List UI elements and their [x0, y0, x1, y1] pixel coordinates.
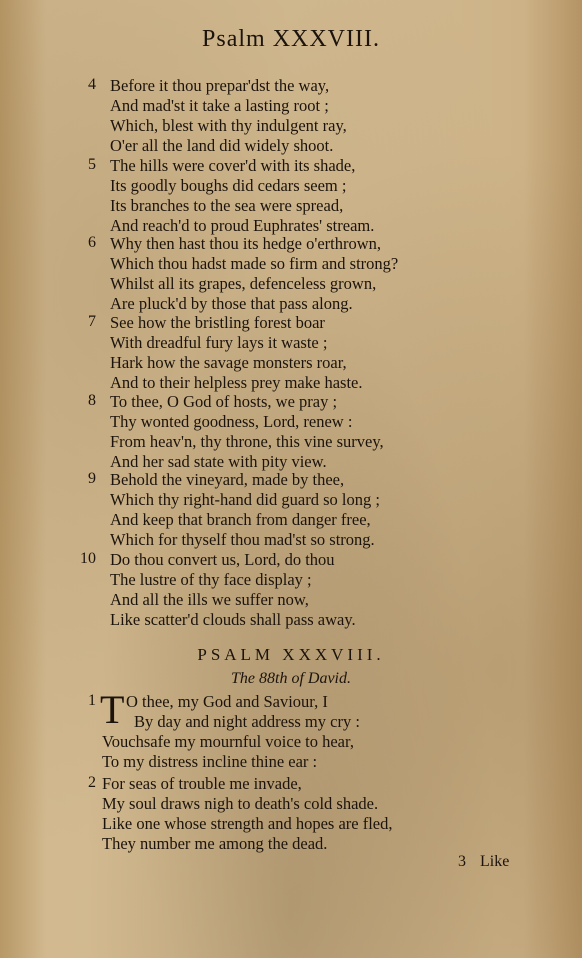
header-psalm-number: XXXVIII.: [272, 26, 380, 52]
verse-line: Are pluck'd by those that pass along.: [110, 294, 353, 313]
verse-line: Vouchsafe my mournful voice to hear,: [102, 732, 354, 751]
page-signature: 3: [458, 853, 466, 870]
stanza-number: 5: [88, 156, 96, 173]
verse-line: Do thou convert us, Lord, do thou: [110, 550, 335, 569]
verse-line: Which for thyself thou mad'st so strong.: [110, 530, 375, 549]
verse-line: From heav'n, thy throne, this vine survey,: [110, 432, 384, 451]
verse-line: Like one whose strength and hopes are fled,: [102, 814, 393, 833]
verse-line: And reach'd to proud Euphrates' stream.: [110, 216, 375, 235]
psalm-subtitle: The 88th of David.: [231, 670, 351, 687]
drop-cap: T: [100, 687, 125, 732]
stanza-number: 1: [88, 692, 96, 709]
verse-line: Its goodly boughs did cedars seem ;: [110, 176, 347, 195]
stanza-number: 9: [88, 470, 96, 487]
stanza-number: 8: [88, 392, 96, 409]
stanza-4: [88, 76, 498, 156]
verse-line: And mad'st it take a lasting root ;: [110, 96, 329, 115]
verse-line: Like scatter'd clouds shall pass away.: [110, 610, 356, 629]
stanza-7: [88, 313, 498, 393]
catchline: [458, 853, 509, 871]
verse-line: For seas of trouble me invade,: [102, 774, 302, 793]
verse-line: The hills were cover'd with its shade,: [110, 156, 356, 175]
verse-line: Before it thou prepar'dst the way,: [110, 76, 330, 95]
verse-line: The lustre of thy face display ;: [110, 570, 312, 589]
verse-line: With dreadful fury lays it waste ;: [110, 333, 328, 352]
verse-line: Which, blest with thy indulgent ray,: [110, 116, 347, 135]
verse-line: Hark how the savage monsters roar,: [110, 353, 347, 372]
stanza-6: [88, 234, 498, 314]
verse-line: O thee, my God and Saviour, I: [126, 692, 328, 711]
stanza-number: 2: [88, 774, 96, 791]
stanza-number: 6: [88, 234, 96, 251]
stanza-5: [88, 156, 498, 236]
verse-line: Thy wonted goodness, Lord, renew :: [110, 412, 353, 431]
verse-line: Whilst all its grapes, defenceless grown,: [110, 274, 377, 293]
verse-line: Which thy right-hand did guard so long ;: [110, 490, 380, 509]
header-psalm-word: Psalm: [202, 26, 266, 52]
verse-line: O'er all the land did widely shoot.: [110, 136, 334, 155]
verse-line: Why then hast thou its hedge o'erthrown,: [110, 234, 382, 253]
verse-line: Behold the vineyard, made by thee,: [110, 470, 345, 489]
stanza-2: [88, 774, 498, 854]
stanza-number: 10: [80, 550, 96, 567]
running-header: [0, 26, 582, 53]
stanza-10: [80, 550, 498, 630]
stanza-number: 7: [88, 313, 96, 330]
verse-line: And her sad state with pity view.: [110, 452, 327, 471]
verse-line: To my distress incline thine ear :: [102, 752, 318, 771]
catchword: Like: [480, 853, 510, 870]
verse-line: My soul draws nigh to death's cold shade.: [102, 794, 379, 813]
psalm-title: PSALM XXXVIII.: [197, 645, 385, 664]
stanza-number: 4: [88, 76, 96, 93]
verse-line: By day and night address my cry :: [134, 712, 360, 731]
verse-line: Its branches to the sea were spread,: [110, 196, 344, 215]
verse-line: And to their helpless prey make haste.: [110, 373, 363, 392]
stanza-9: [88, 470, 498, 550]
verse-line: And keep that branch from danger free,: [110, 510, 371, 529]
stanza-8: [88, 392, 498, 472]
stanza-1: [88, 687, 498, 772]
verse-line: To thee, O God of hosts, we pray ;: [110, 392, 338, 411]
verse-line: And all the ills we suffer now,: [110, 590, 309, 609]
verse-line: They number me among the dead.: [102, 834, 328, 853]
verse-line: See how the bristling forest boar: [110, 313, 325, 332]
verse-line: Which thou hadst made so firm and strong?: [110, 254, 399, 273]
